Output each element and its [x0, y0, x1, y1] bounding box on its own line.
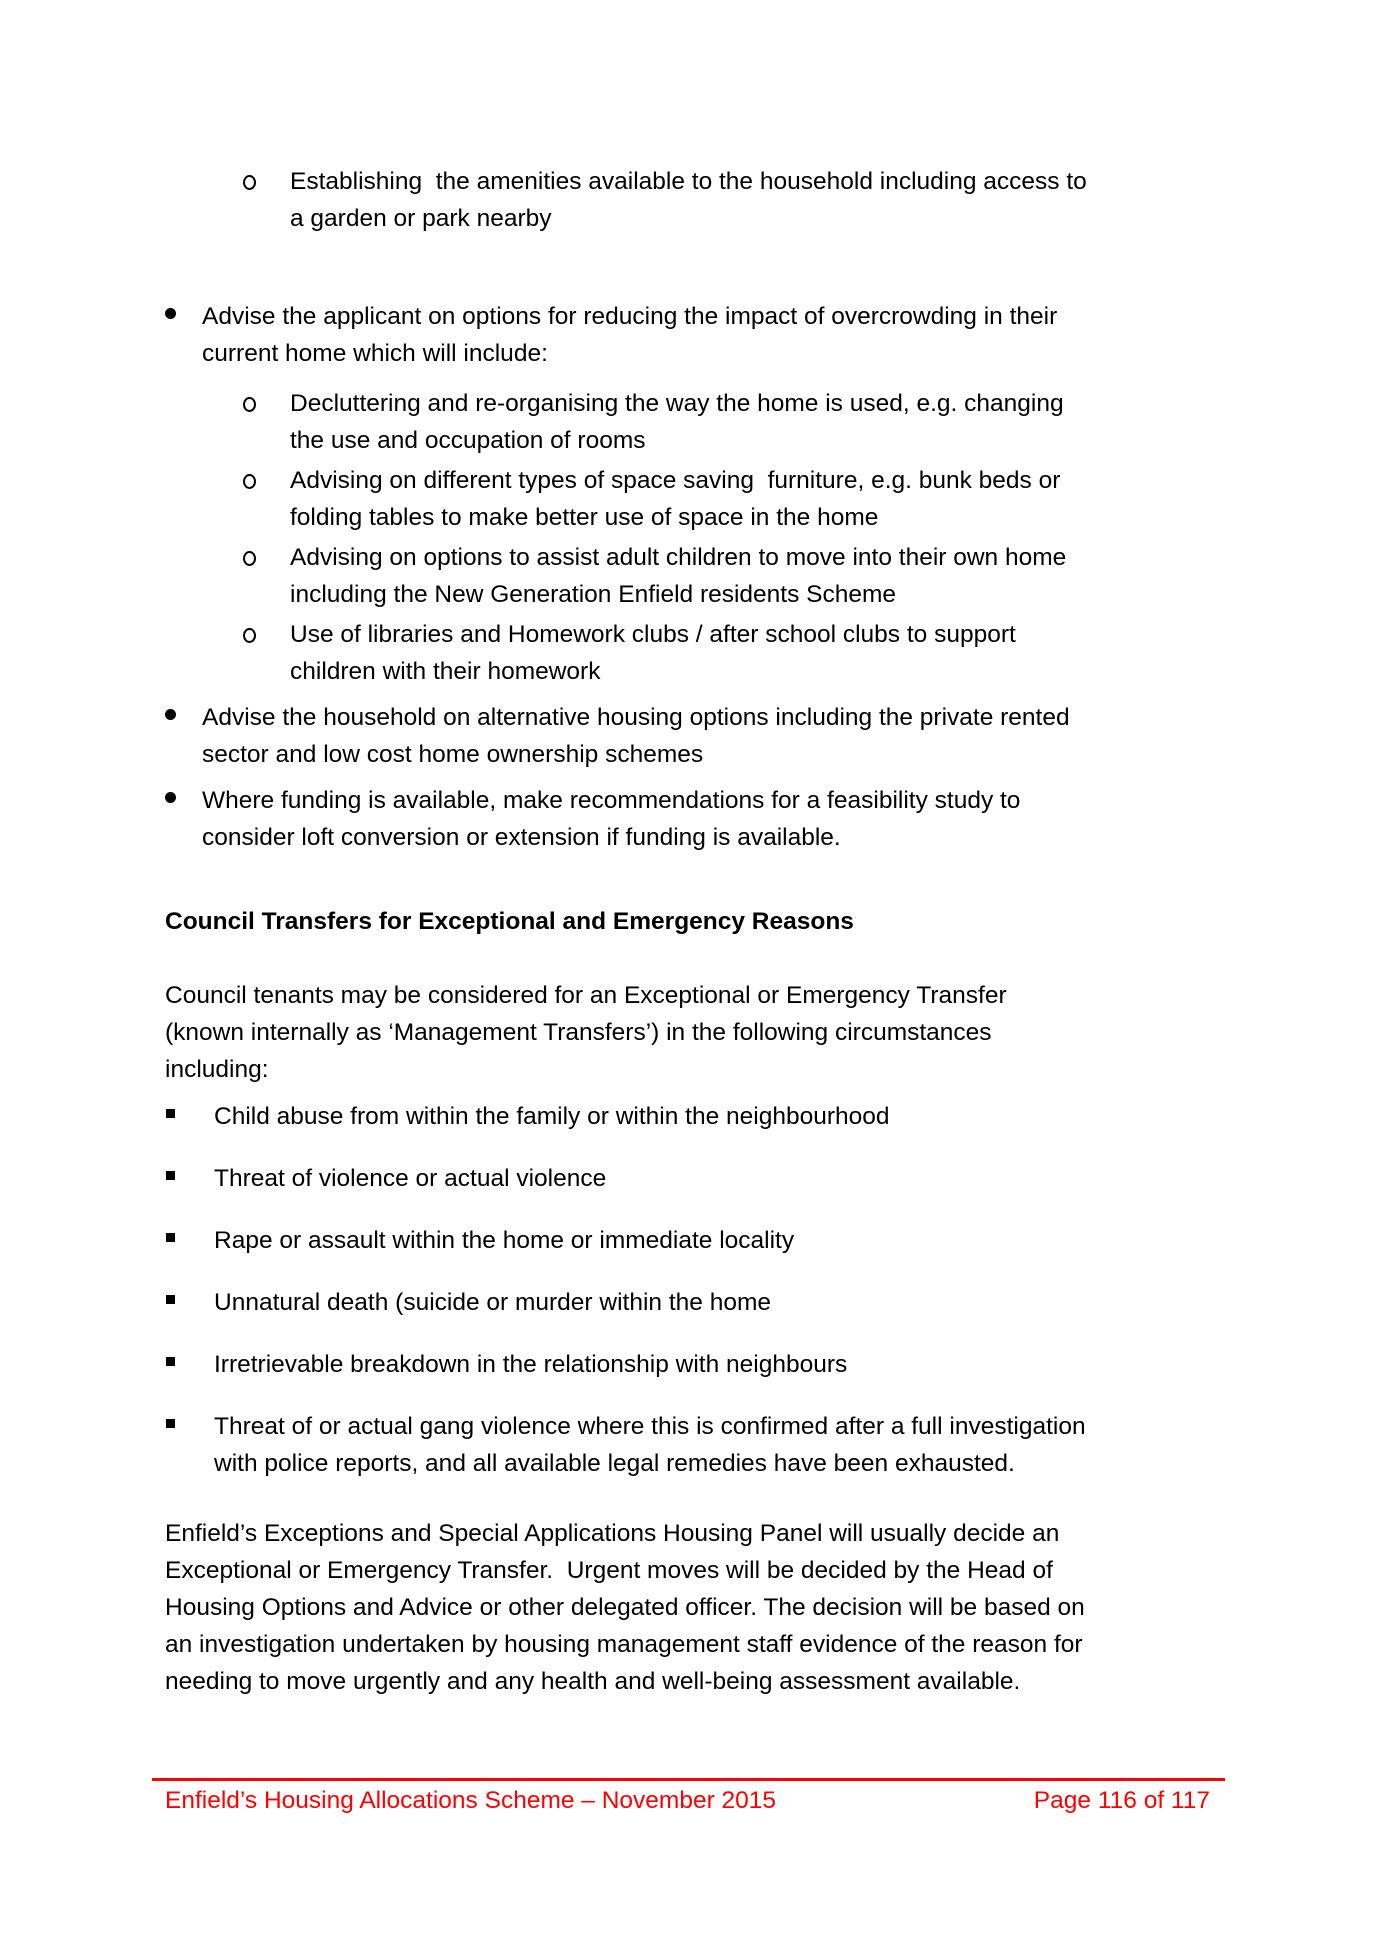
text-line: needing to move urgently and any health and well-being assessment available. — [165, 1668, 1021, 1695]
list-item — [165, 1222, 1240, 1259]
square-bullet-icon — [166, 1419, 175, 1428]
text-line: Exceptional or Emergency Transfer. Urgent moves will be decided by the Head of — [165, 1557, 1053, 1584]
text-line: Advising on options to assist adult children to move into their own home — [290, 544, 1067, 571]
text-line: Child abuse from within the family or within the neighbourhood — [214, 1103, 890, 1130]
text-line: including: — [165, 1056, 269, 1083]
text-line: folding tables to make better use of space in the home — [290, 504, 879, 531]
text-line: the use and occupation of rooms — [290, 427, 646, 454]
square-bullet-icon — [166, 1233, 175, 1242]
circle-bullet-icon — [243, 551, 256, 566]
text-line: Council tenants may be considered for an Exceptional or Emergency Transfer — [165, 982, 1007, 1009]
text-line: consider loft conversion or extension if funding is available. — [202, 824, 841, 851]
text-line: (known internally as ‘Management Transfers’) in the following circumstances — [165, 1019, 992, 1046]
list-item — [165, 385, 1240, 459]
footer-document-title: Enfield’s Housing Allocations Scheme – November 2015 — [165, 1787, 777, 1814]
list-item — [165, 1098, 1240, 1135]
list-item — [165, 163, 1240, 237]
text-line: an investigation undertaken by housing management staff evidence of the reason for — [165, 1631, 1083, 1658]
heading-text: Council Transfers for Exceptional and Emergency Reasons — [165, 908, 854, 935]
list-item — [165, 462, 1240, 536]
square-bullet-icon — [166, 1357, 175, 1366]
text-line: Unnatural death (suicide or murder within the home — [214, 1289, 771, 1316]
text-line: Irretrievable breakdown in the relationship with neighbours — [214, 1351, 848, 1378]
text-line: Advise the applicant on options for reducing the impact of overcrowding in their — [202, 303, 1058, 330]
circle-bullet-icon — [243, 628, 256, 643]
section-heading — [165, 903, 1240, 940]
text-line: current home which will include: — [202, 340, 548, 367]
square-bullet-icon — [166, 1295, 175, 1304]
text-line: children with their homework — [290, 658, 601, 685]
paragraph — [165, 977, 1240, 1088]
circle-bullet-icon — [243, 474, 256, 489]
text-line: Threat of violence or actual violence — [214, 1165, 607, 1192]
list-item — [165, 539, 1240, 613]
page-footer — [152, 1782, 1225, 1819]
list-item — [165, 1408, 1240, 1482]
text-line: Housing Options and Advice or other delegated officer. The decision will be based on — [165, 1594, 1085, 1621]
square-bullet-icon — [166, 1171, 175, 1180]
text-line: sector and low cost home ownership schemes — [202, 741, 704, 768]
text-line: Advise the household on alternative housing options including the private rented — [202, 704, 1070, 731]
footer-page-number: Page 116 of 117 — [1033, 1787, 1210, 1814]
text-line: Use of libraries and Homework clubs / after school clubs to support — [290, 621, 1016, 648]
square-bullet-icon — [166, 1109, 175, 1118]
text-line: Decluttering and re-organising the way the home is used, e.g. changing — [290, 390, 1064, 417]
footer-divider — [152, 1778, 1225, 1781]
text-line: Establishing the amenities available to the household including access to — [290, 168, 1087, 195]
text-line: a garden or park nearby — [290, 205, 552, 232]
circle-bullet-icon — [243, 175, 256, 190]
text-line: Threat of or actual gang violence where this is confirmed after a full investigation — [214, 1413, 1086, 1440]
text-line: Where funding is available, make recommendations for a feasibility study to — [202, 787, 1021, 814]
text-line: Advising on different types of space saving furniture, e.g. bunk beds or — [290, 467, 1061, 494]
disc-bullet-icon — [165, 709, 176, 720]
list-item — [165, 616, 1240, 690]
list-item — [165, 1160, 1240, 1197]
disc-bullet-icon — [165, 308, 176, 319]
text-line: Enfield’s Exceptions and Special Applications Housing Panel will usually decide an — [165, 1520, 1060, 1547]
text-line: including the New Generation Enfield residents Scheme — [290, 581, 897, 608]
list-item — [165, 298, 1240, 372]
disc-bullet-icon — [165, 792, 176, 803]
list-item — [165, 699, 1240, 773]
circle-bullet-icon — [243, 397, 256, 412]
text-line: Rape or assault within the home or immediate locality — [214, 1227, 795, 1254]
text-line: with police reports, and all available legal remedies have been exhausted. — [214, 1450, 1015, 1477]
list-item — [165, 782, 1240, 856]
list-item — [165, 1346, 1240, 1383]
list-item — [165, 1284, 1240, 1321]
page-content — [165, 0, 1240, 1700]
paragraph — [165, 1515, 1240, 1700]
